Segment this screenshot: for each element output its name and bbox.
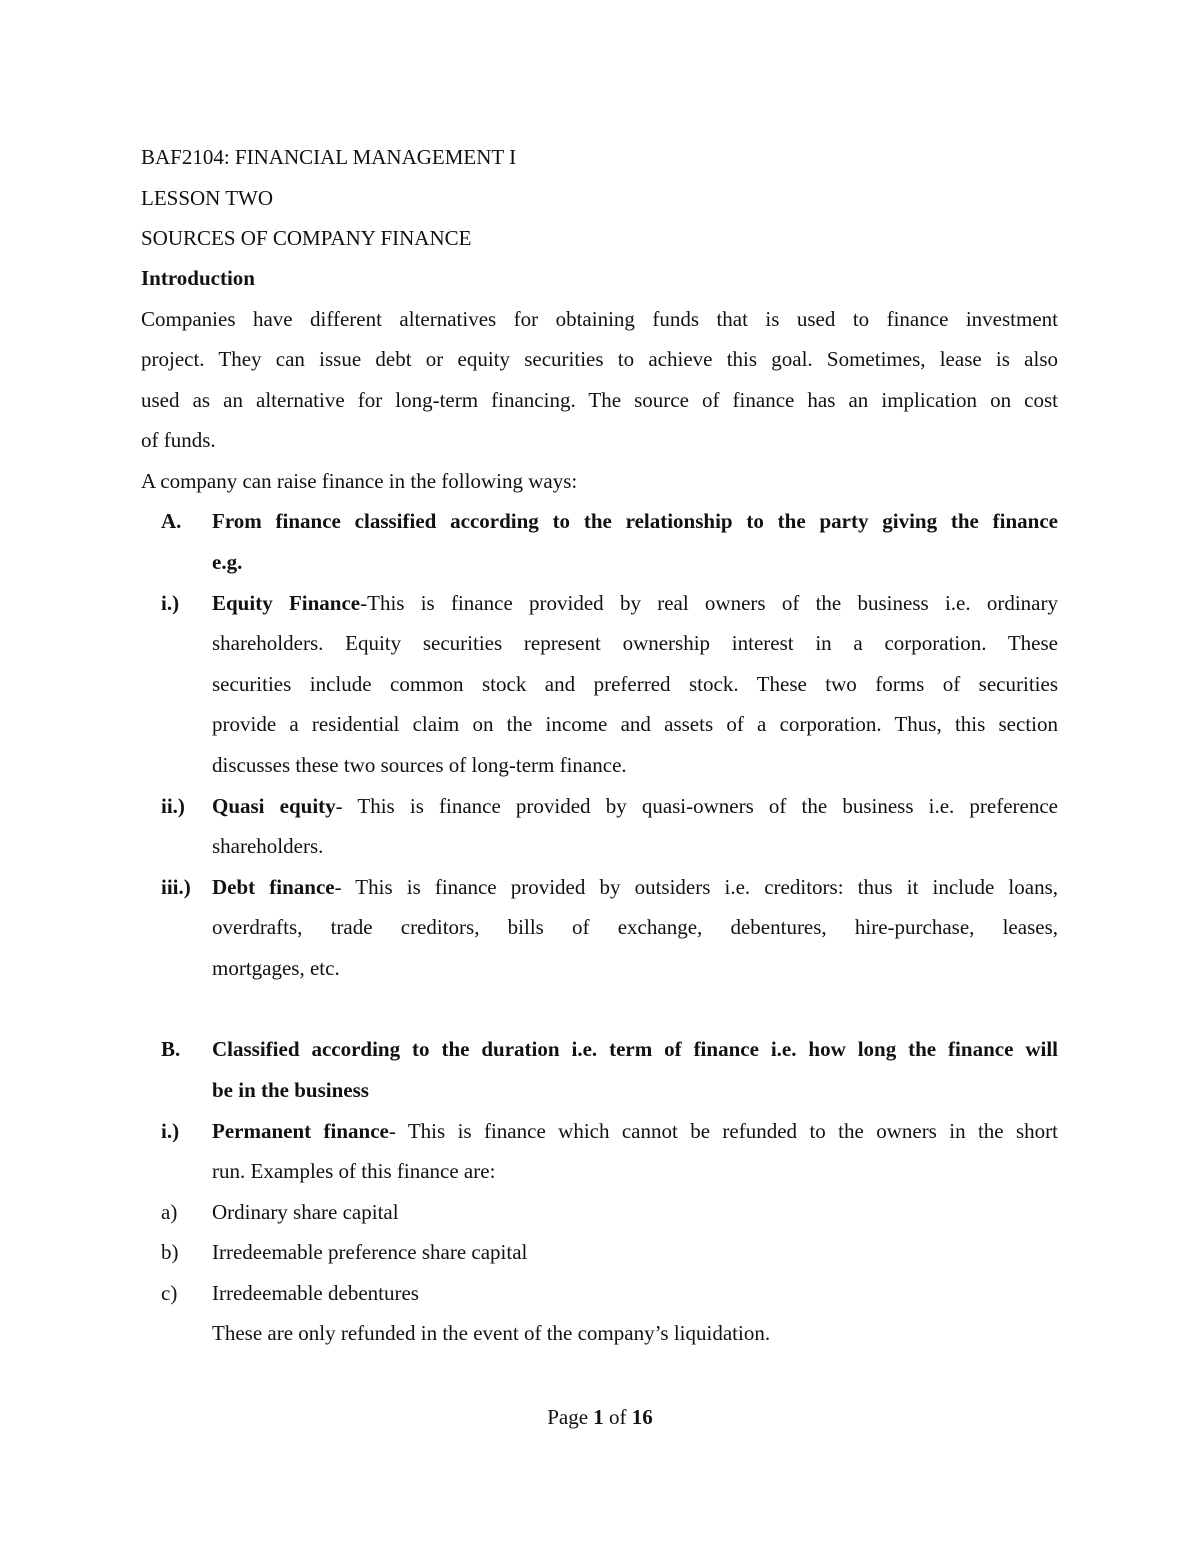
equity-finance-line: securities include common stock and preferred stock. These two forms of securities	[212, 672, 1058, 696]
section-b-heading: be in the business	[212, 1078, 369, 1102]
topic-title: SOURCES OF COMPANY FINANCE	[141, 226, 472, 250]
item-label: iii.)	[161, 875, 191, 899]
quasi-equity-line: shareholders.	[212, 834, 324, 858]
equity-finance-term: Equity Finance	[212, 591, 361, 615]
item-label: i.)	[161, 1119, 180, 1143]
section-b-label: B.	[161, 1037, 181, 1061]
page-total: 16	[631, 1405, 653, 1429]
section-a-label: A.	[161, 509, 182, 533]
list-item-label: a)	[161, 1200, 178, 1224]
intro-paragraph-line: used as an alternative for long-term financing. The source of finance has an implication on cost	[141, 388, 1058, 412]
list-item-label: c)	[161, 1281, 178, 1305]
lesson-title: LESSON TWO	[141, 186, 274, 210]
section-b-heading: Classified according to the duration i.e. term of finance i.e. how long the finance will	[212, 1037, 1058, 1061]
debt-finance-line: Debt finance- This is finance provided by outsiders i.e. creditors: thus it include loans,	[212, 875, 1058, 899]
of-word: of	[603, 1405, 632, 1429]
page-word: Page	[547, 1405, 594, 1429]
equity-finance-line: Equity Finance-This is finance provided by real owners of the business i.e. ordinary	[212, 591, 1059, 615]
intro-paragraph-line: of funds.	[141, 428, 216, 452]
intro-heading: Introduction	[141, 266, 255, 290]
permanent-finance-term: Permanent finance	[212, 1119, 389, 1143]
intro-paragraph-2: A company can raise finance in the following ways:	[141, 469, 578, 493]
equity-finance-line: discusses these two sources of long-term finance.	[212, 753, 627, 777]
equity-finance-line: provide a residential claim on the income and assets of a corporation. Thus, this section	[212, 712, 1058, 736]
debt-finance-line: overdrafts, trade creditors, bills of exchange, debentures, hire-purchase, leases,	[212, 915, 1058, 939]
item-label: i.)	[161, 591, 180, 615]
equity-finance-line: shareholders. Equity securities represent ownership interest in a corporation. These	[212, 631, 1058, 655]
section-a-heading: From finance classified according to the relationship to the party giving the finance	[212, 509, 1058, 533]
intro-paragraph-line: project. They can issue debt or equity securities to achieve this goal. Sometimes, lease is also	[141, 347, 1058, 371]
list-item-label: b)	[161, 1240, 179, 1264]
list-item: Ordinary share capital	[212, 1200, 399, 1224]
liquidation-note: These are only refunded in the event of the company’s liquidation.	[212, 1321, 771, 1345]
debt-finance-term: Debt finance	[212, 875, 335, 899]
quasi-equity-term: Quasi equity	[212, 794, 336, 818]
list-item: Irredeemable preference share capital	[212, 1240, 528, 1264]
page-footer	[0, 1407, 1200, 1428]
quasi-equity-line: Quasi equity- This is finance provided by quasi-owners of the business i.e. preference	[212, 794, 1058, 818]
section-a-heading: e.g.	[212, 550, 243, 574]
permanent-finance-line: Permanent finance- This is finance which cannot be refunded to the owners in the short	[212, 1119, 1059, 1143]
page-number: 1	[593, 1405, 604, 1429]
item-label: ii.)	[161, 794, 185, 818]
debt-finance-line: mortgages, etc.	[212, 956, 340, 980]
permanent-finance-line: run. Examples of this finance are:	[212, 1159, 496, 1183]
course-title: BAF2104: FINANCIAL MANAGEMENT I	[141, 145, 517, 169]
intro-paragraph-line: Companies have different alternatives for obtaining funds that is used to finance investment	[141, 307, 1058, 331]
list-item: Irredeemable debentures	[212, 1281, 419, 1305]
